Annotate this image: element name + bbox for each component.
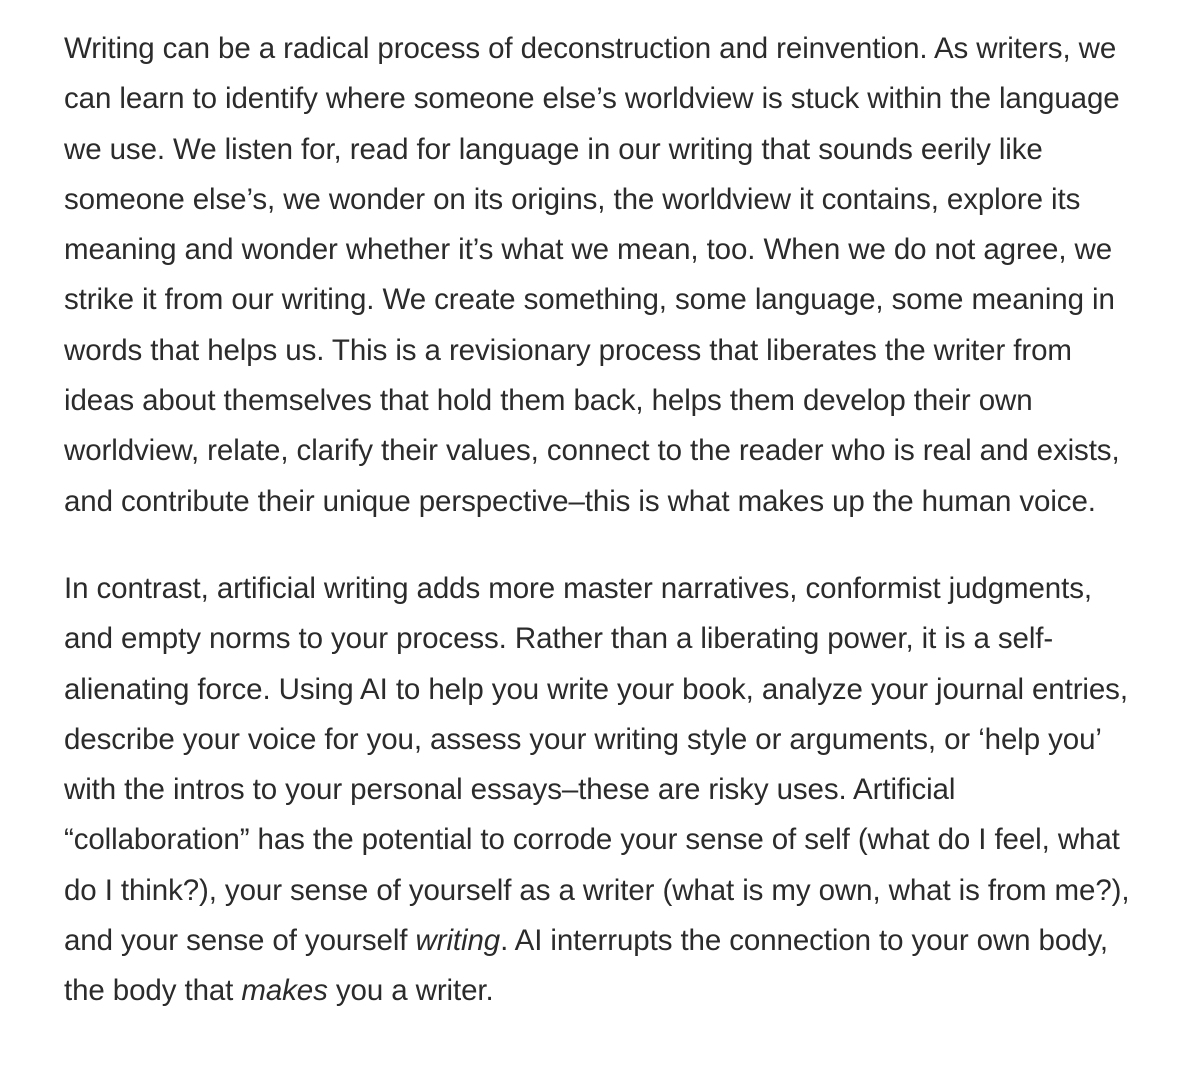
paragraph-text-part-3: you a writer.: [327, 974, 494, 1008]
paragraph-artificial-writing: [64, 564, 1140, 1017]
emphasis-makes: makes: [241, 974, 328, 1008]
paragraph-text-part-2: . AI interrupts the connection to your own body, the body that: [64, 924, 1109, 1008]
emphasis-writing: writing: [415, 924, 501, 958]
paragraph-text-part-1: In contrast, artificial writing adds more master narratives, conformist judgments, and empty norms to your process. Rather than a liberating power, it is a self-alienating force. Using AI to help you write your book, analyze your journal entries, describe your voice for you, assess your writing style or arguments, or ‘help you’ with the intros to your personal essays–these are risky uses. Artificial “collaboration” has the potential to corrode your sense of self (what do I feel, what do I think?), your sense of yourself as a writer (what is my own, what is from me?), and your sense of yourself: [64, 571, 1130, 958]
paragraph-deconstruction: Writing can be a radical process of deconstruction and reinvention. As writers, we can learn to identify where someone else’s worldview is stuck within the language we use. We listen for, read for language in our writing that sounds eerily like someone else’s, we wonder on its origins, the worldview it contains, explore its meaning and wonder whether it’s what we mean, too. When we do not agree, we strike it from our writing. We create something, some language, some meaning in words that helps us. This is a revisionary process that liberates the writer from ideas about themselves that hold them back, helps them develop their own worldview, relate, clarify their values, connect to the reader who is real and exists, and contribute their unique perspective–this is what makes up the human voice.: [64, 32, 1120, 518]
